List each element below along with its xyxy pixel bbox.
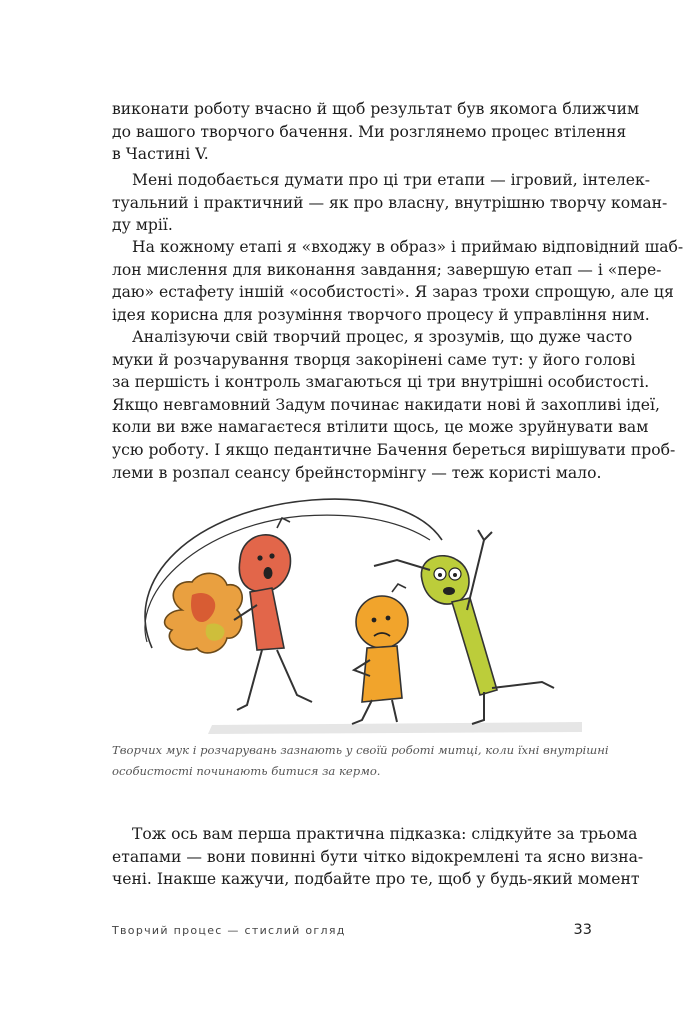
text-line: ідея корисна для розуміння творчого процесу й управління ним. [112,305,650,324]
text-line: в Частині V. [112,145,209,164]
page-number: 33 [573,922,592,938]
idea-blob [165,573,243,653]
caption-line: особистості починають битися за кермо. [112,764,381,778]
ground-shadow [208,722,582,734]
paragraph-3 [112,236,684,326]
paragraph-5 [112,823,644,891]
text-line: Тож ось вам перша практична підказка: слідкуйте за трьома [132,825,638,843]
figure-caption [112,740,609,782]
text-line: Якщо невгамовний Задум починає накидати нові й захопливі ідеї, [112,395,660,414]
paragraph-1 [112,98,640,166]
text-line: за першість і контроль змагаються ці три внутрішні особистості. [112,373,650,392]
paragraph-2 [112,169,668,237]
text-line: виконати роботу вчасно й щоб результат був якомога ближчим [112,100,640,118]
text-line: леми в розпал сеансу брейнстормінгу — теж користі мало. [112,463,602,482]
text-line: туальний і практичний — як про власну, внутрішню творчу коман- [112,193,668,212]
text-line: до вашого творчого бачення. Ми розглянемо процес втілення [112,122,627,141]
text-line: усю роботу. І якщо педантичне Бачення береться вирішувати проб- [112,440,676,459]
text-line: Аналізуючи свій творчий процес, я зрозумів, що дуже часто [132,328,633,346]
text-line: муки й розчарування творця закорінені саме тут: у його голові [112,350,636,369]
text-line: даю» естафету іншій «особистості». Я зараз трохи спрощую, але ця [112,283,674,302]
caption-line: Творчих мук і розчарувань зазнають у своїй роботі митці, коли їхні внутрішні [112,743,609,757]
illustration [112,470,592,740]
text-line: етапами — вони повинні бути чітко відокремлені та ясно визна- [112,847,644,866]
running-title: Творчий процес — стислий огляд [112,924,346,937]
orange-figure [352,584,408,724]
text-line: чені. Інакше кажучи, подбайте про те, щоб у будь-який момент [112,870,640,889]
text-line: На кожному етапі я «входжу в образ» і приймаю відповідний шаб- [132,238,684,256]
paragraph-4 [112,326,676,484]
text-line: коли ви вже намагаєтеся втілити щось, це може зруйнувати вам [112,418,649,437]
red-figure [234,518,312,710]
text-line: ду мрії. [112,216,173,235]
text-line: лон мислення для виконання завдання; завершую етап — і «пере- [112,260,662,279]
text-line: Мені подобається думати про ці три етапи — ігровий, інтелек- [132,171,651,189]
